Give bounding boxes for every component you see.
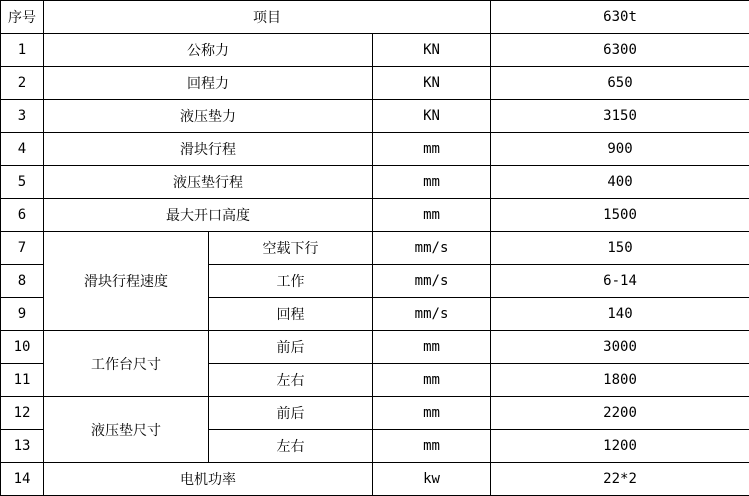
cell-unit: KN xyxy=(373,34,491,67)
cell-unit: mm/s xyxy=(373,232,491,265)
cell-unit: KN xyxy=(373,67,491,100)
cell-no: 10 xyxy=(1,331,44,364)
cell-no: 4 xyxy=(1,133,44,166)
cell-no: 11 xyxy=(1,364,44,397)
cell-item: 液压垫力 xyxy=(44,100,373,133)
cell-unit: mm xyxy=(373,199,491,232)
cell-no: 5 xyxy=(1,166,44,199)
cell-item: 滑块行程 xyxy=(44,133,373,166)
cell-item: 液压垫行程 xyxy=(44,166,373,199)
cell-no: 9 xyxy=(1,298,44,331)
cell-item: 工作 xyxy=(209,265,373,298)
cell-item: 回程力 xyxy=(44,67,373,100)
cell-value: 150 xyxy=(491,232,749,265)
cell-unit: mm xyxy=(373,430,491,463)
cell-value: 3000 xyxy=(491,331,749,364)
table-row xyxy=(1,199,749,232)
cell-group: 滑块行程速度 xyxy=(44,232,209,331)
cell-value: 900 xyxy=(491,133,749,166)
cell-value: 140 xyxy=(491,298,749,331)
cell-value: 2200 xyxy=(491,397,749,430)
cell-value: 6-14 xyxy=(491,265,749,298)
cell-unit: mm/s xyxy=(373,298,491,331)
cell-unit: KN xyxy=(373,100,491,133)
table-row xyxy=(1,331,749,364)
table-row xyxy=(1,397,749,430)
cell-value: 400 xyxy=(491,166,749,199)
table-row xyxy=(1,67,749,100)
cell-no: 12 xyxy=(1,397,44,430)
cell-item: 最大开口高度 xyxy=(44,199,373,232)
cell-no: 14 xyxy=(1,463,44,496)
table-row xyxy=(1,166,749,199)
cell-no: 2 xyxy=(1,67,44,100)
table-row xyxy=(1,232,749,265)
header-model: 630t xyxy=(491,1,749,34)
cell-unit: kw xyxy=(373,463,491,496)
cell-unit: mm xyxy=(373,331,491,364)
table-row xyxy=(1,133,749,166)
cell-value: 1500 xyxy=(491,199,749,232)
cell-group: 液压垫尺寸 xyxy=(44,397,209,463)
cell-value: 1200 xyxy=(491,430,749,463)
cell-value: 1800 xyxy=(491,364,749,397)
cell-item: 空载下行 xyxy=(209,232,373,265)
cell-unit: mm/s xyxy=(373,265,491,298)
cell-no: 1 xyxy=(1,34,44,67)
cell-item: 电机功率 xyxy=(44,463,373,496)
cell-no: 6 xyxy=(1,199,44,232)
cell-item: 回程 xyxy=(209,298,373,331)
cell-item: 公称力 xyxy=(44,34,373,67)
cell-item: 左右 xyxy=(209,430,373,463)
cell-no: 8 xyxy=(1,265,44,298)
cell-value: 650 xyxy=(491,67,749,100)
cell-no: 13 xyxy=(1,430,44,463)
header-item: 项目 xyxy=(44,1,491,34)
table-row xyxy=(1,463,749,496)
header-row xyxy=(1,1,749,34)
cell-item: 前后 xyxy=(209,331,373,364)
cell-item: 前后 xyxy=(209,397,373,430)
table-row xyxy=(1,34,749,67)
cell-value: 22*2 xyxy=(491,463,749,496)
cell-item: 左右 xyxy=(209,364,373,397)
cell-value: 3150 xyxy=(491,100,749,133)
cell-group: 工作台尺寸 xyxy=(44,331,209,397)
cell-unit: mm xyxy=(373,166,491,199)
header-no: 序号 xyxy=(1,1,44,34)
cell-no: 3 xyxy=(1,100,44,133)
cell-unit: mm xyxy=(373,364,491,397)
cell-value: 6300 xyxy=(491,34,749,67)
cell-unit: mm xyxy=(373,397,491,430)
table-row xyxy=(1,100,749,133)
cell-unit: mm xyxy=(373,133,491,166)
cell-no: 7 xyxy=(1,232,44,265)
